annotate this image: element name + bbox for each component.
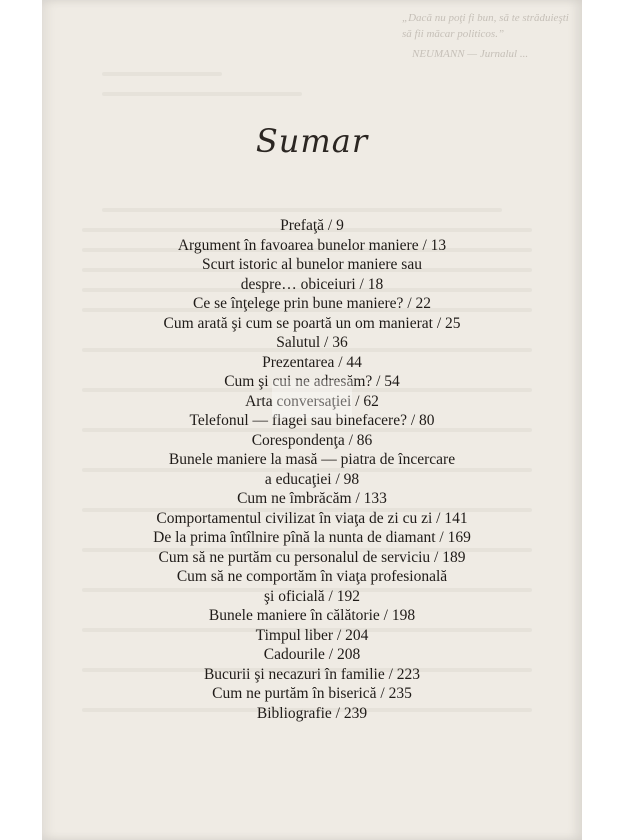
toc-entry-line: Salutul / 36 bbox=[276, 334, 348, 351]
toc-entry-line: şi oficială / 192 bbox=[264, 587, 360, 605]
toc-entry bbox=[42, 548, 582, 568]
toc-entry-line: Arta conversaţiei / 62 bbox=[245, 392, 379, 410]
ghost-quote-line-1: „Dacă nu poţi fi bun, să te străduieşti bbox=[402, 12, 569, 24]
toc-entry bbox=[42, 236, 582, 256]
toc-entry bbox=[42, 353, 582, 373]
toc-entry-line: Prefaţă / 9 bbox=[280, 217, 344, 234]
toc-entry bbox=[42, 606, 582, 626]
toc-entry bbox=[42, 567, 582, 606]
toc-entry-line: Cum şi cui ne adresăm? / 54 bbox=[224, 373, 400, 390]
toc-entry bbox=[42, 450, 582, 489]
toc-entry bbox=[42, 704, 582, 724]
ghost-quote-line-2: să fii măcar politicos.” bbox=[402, 28, 505, 40]
toc-entry-line: Ce se înţelege prin bune maniere? / 22 bbox=[192, 295, 431, 312]
toc-entry bbox=[42, 528, 582, 548]
toc-entry bbox=[42, 294, 582, 314]
toc-entry-line: Cum să ne purtăm cu personalul de serviciu / 189 bbox=[158, 548, 466, 566]
toc-entry-line: Argument în favoarea bunelor maniere / 13 bbox=[177, 236, 447, 254]
toc-entry-line: Timpul liber / 204 bbox=[255, 626, 369, 644]
toc-entry-line: Bucurii şi necazuri în familie / 223 bbox=[203, 665, 421, 683]
toc-entry-line: Prezentarea / 44 bbox=[262, 353, 362, 371]
toc-entry-line: Bunele maniere la masă — piatra de încercare bbox=[168, 451, 456, 468]
toc-entry-line: Bibliografie / 239 bbox=[256, 704, 368, 722]
toc-entry-line: a educaţiei / 98 bbox=[264, 470, 360, 488]
toc-entry-line: Scurt istoric al bunelor maniere sau bbox=[202, 256, 422, 273]
toc-entry-line: De la prima întîlnire pînă la nunta de diamant / 169 bbox=[153, 529, 471, 546]
toc-entry-line: Cadourile / 208 bbox=[263, 646, 361, 663]
ghost-quote-author: NEUMANN — Jurnalul ... bbox=[412, 48, 529, 60]
toc-entry bbox=[42, 645, 582, 665]
toc-entry bbox=[42, 216, 582, 236]
toc-entry bbox=[42, 509, 582, 529]
toc-entry-line: Corespondenţa / 86 bbox=[251, 431, 373, 449]
toc-entry-line: Telefonul — flagel sau binefacere? / 80 bbox=[189, 412, 435, 429]
toc-entry bbox=[42, 489, 582, 509]
toc-entry bbox=[42, 665, 582, 685]
toc-entry bbox=[42, 626, 582, 646]
toc-entry bbox=[42, 314, 582, 334]
toc-entry bbox=[42, 255, 582, 294]
toc-entry-line: Cum ne purtăm în biserică / 235 bbox=[212, 685, 412, 702]
toc-entry-line: Comportamentul civilizat în viaţa de zi cu zi / 141 bbox=[156, 509, 468, 527]
toc-entry-line: Cum ne îmbrăcăm / 133 bbox=[237, 490, 387, 507]
toc-entry-line: despre… obiceiuri / 18 bbox=[240, 275, 384, 293]
toc-entry-line: Cum arată şi cum se poartă un om manierat / 25 bbox=[163, 314, 461, 332]
toc-entry-line: Bunele maniere în călătorie / 198 bbox=[208, 607, 416, 624]
toc-entry bbox=[42, 431, 582, 451]
toc-entry bbox=[42, 684, 582, 704]
toc-entry bbox=[42, 333, 582, 353]
toc-entry-line: Cum să ne comportăm în viaţa profesională bbox=[176, 568, 448, 585]
page-title: Sumar bbox=[255, 122, 369, 160]
table-of-contents bbox=[42, 216, 582, 723]
book-page bbox=[42, 0, 582, 840]
watermark bbox=[272, 380, 352, 418]
